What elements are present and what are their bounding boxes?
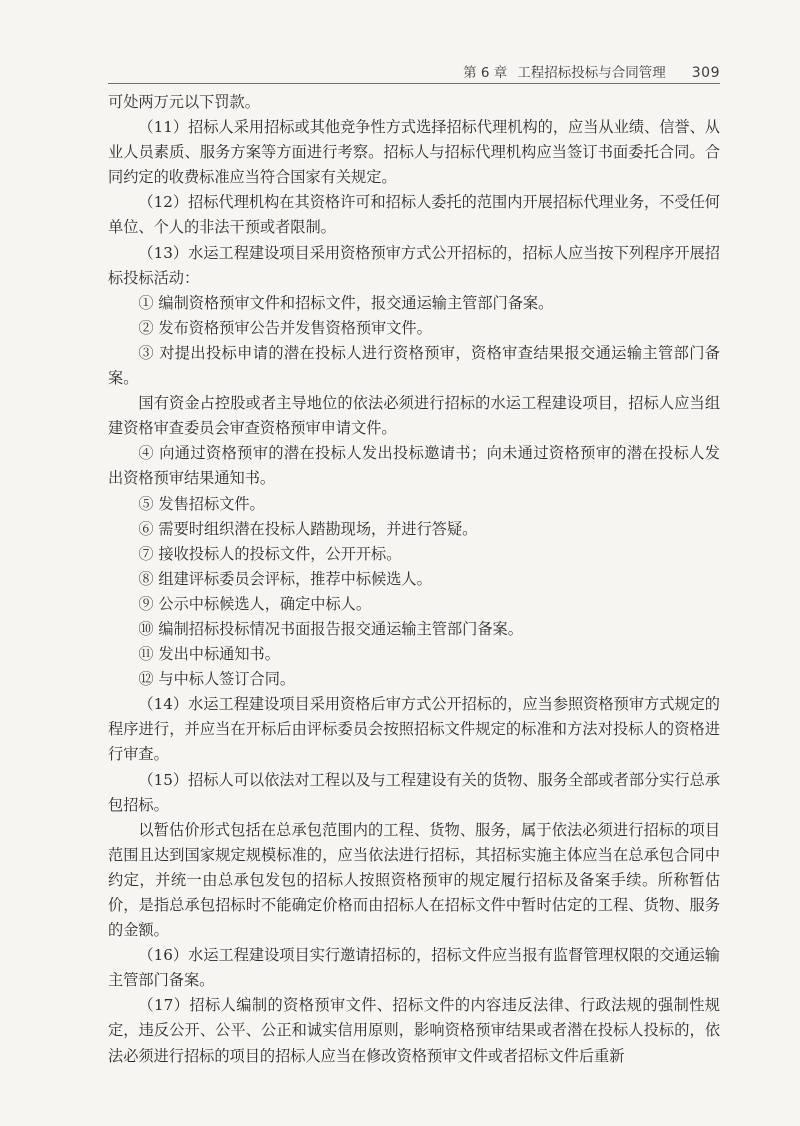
list-item-11: ⑪ 发出中标通知书。 (138, 645, 280, 664)
list-item-3: ③ 对提出投标申请的潜在投标人进行资格预审，资格审查结果报交通运输主管部门备案。 (108, 343, 720, 388)
list-item-4: ④ 向通过资格预审的潜在投标人发出投标邀请书；向未通过资格预审的潜在投标人发出资格预审结果通知书。 (108, 444, 720, 488)
paragraph-provisional-sum: 以暂估价形式包括在总承包范围内的工程、货物、服务，属于依法必须进行招标的项目范围且达到国家规定规模标准的，应当依法进行招标，其招标实施主体应当在总承包合同中约定，并统一由总承包发包的招标人按照资格预审的规定履行招标及备案手续。所称暂估价，是指总承包招标时不能确定价格而由招标人在招标文件中暂时估定的工程、货物、服务的金额。 (108, 820, 720, 940)
list-item-2: ② 发布资格预审公告并发售资格预审文件。 (138, 318, 432, 337)
page-number: 309 (691, 65, 720, 81)
running-header (108, 56, 720, 84)
paragraph-11: （11）招标人采用招标或其他竞争性方式选择招标代理机构的，应当从业绩、信誉、从业人员素质、服务方案等方面进行考察。招标人与招标代理机构应当签订书面委托合同。合同约定的收费标准应当符合国家有关规定。 (108, 118, 720, 187)
list-item-8: ⑧ 组建评标委员会评标，推荐中标候选人。 (138, 569, 432, 588)
page-body (108, 90, 720, 1069)
list-item-12: ⑫ 与中标人签订合同。 (138, 670, 296, 689)
list-item-10: ⑩ 编制招标投标情况书面报告报交通运输主管部门备案。 (138, 619, 523, 638)
list-item-5: ⑤ 发售招标文件。 (138, 494, 265, 513)
chapter-label: 第 6 章 (463, 65, 508, 81)
paragraph-state-owned: 国有资金占控股或者主导地位的依法必须进行招标的水运工程建设项目，招标人应当组建资格审查委员会审查资格预审申请文件。 (108, 394, 720, 438)
paragraph-13: （13）水运工程建设项目采用资格预审方式公开招标的，招标人应当按下列程序开展招标投标活动： (108, 243, 720, 287)
paragraph-continuation: 可处两万元以下罚款。 (108, 93, 260, 111)
list-item-9: ⑨ 公示中标候选人，确定中标人。 (138, 594, 372, 613)
paragraph-12: （12）招标代理机构在其资格许可和招标人委托的范围内开展招标代理业务，不受任何单位、个人的非法干预或者限制。 (108, 193, 720, 237)
paragraph-14: （14）水运工程建设项目采用资格后审方式公开招标的，应当参照资格预审方式规定的程序进行，并应当在开标后由评标委员会按照招标文件规定的标准和方法对投标人的资格进行审查。 (108, 695, 720, 764)
list-item-1: ① 编制资格预审文件和招标文件，报交通运输主管部门备案。 (138, 293, 554, 312)
list-item-7: ⑦ 接收投标人的投标文件，公开开标。 (138, 544, 402, 563)
paragraph-15: （15）招标人可以依法对工程以及与工程建设有关的货物、服务全部或者部分实行总承包招标。 (108, 770, 720, 814)
list-item-6: ⑥ 需要时组织潜在投标人踏勘现场，并进行答疑。 (138, 519, 478, 538)
paragraph-16: （16）水运工程建设项目实行邀请招标的，招标文件应当报有监督管理权限的交通运输主管部门备案。 (108, 946, 720, 990)
chapter-title: 工程招标投标与合同管理 (517, 65, 666, 81)
paragraph-17: （17）招标人编制的资格预审文件、招标文件的内容违反法律、行政法规的强制性规定，违反公开、公平、公正和诚实信用原则，影响资格预审结果或者潜在投标人投标的，依法必须进行招标的项目的招标人应当在修改资格预审文件或者招标文件后重新 (108, 996, 720, 1065)
